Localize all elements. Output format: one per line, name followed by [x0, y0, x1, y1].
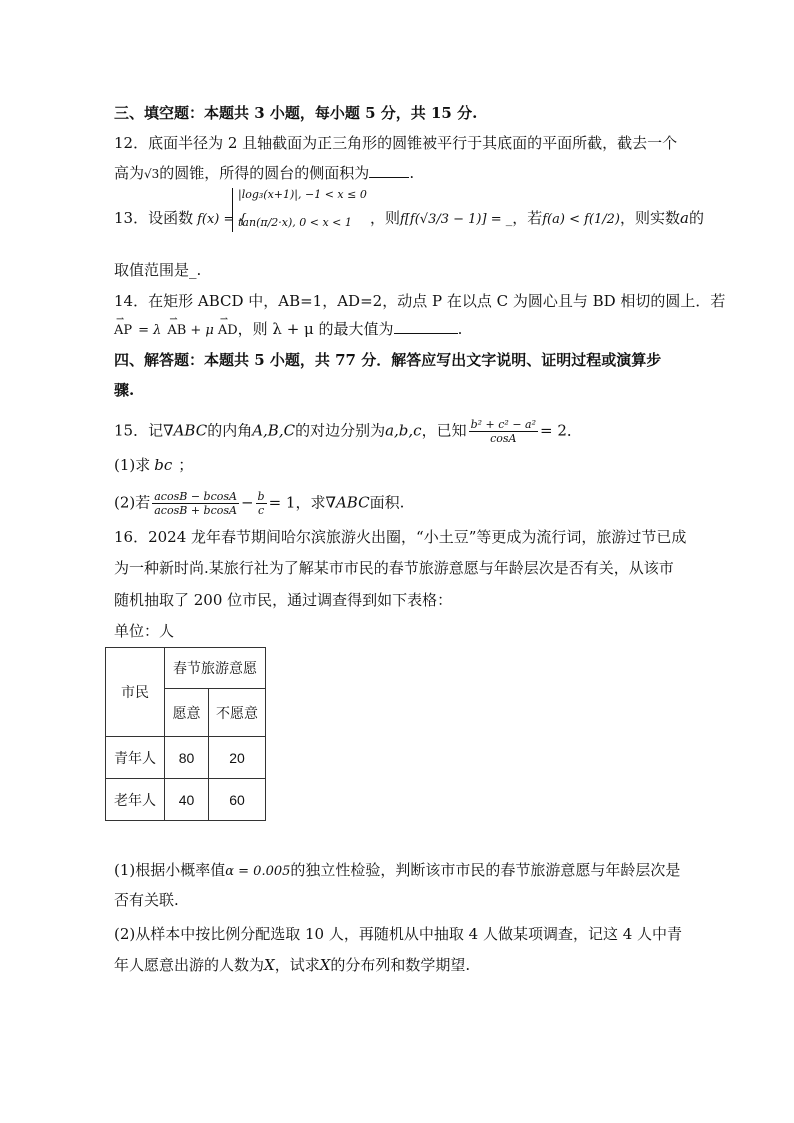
q15-p2-bden: c [257, 504, 265, 517]
q16-p2-b: ，试求 [274, 956, 320, 974]
q12-line-2 [114, 163, 414, 184]
q13-num: 13．设函数 [114, 209, 194, 227]
q13-line-2: 取值范围是_. [114, 261, 202, 279]
q15-p2-minus: − [240, 493, 254, 512]
q15-p2-end: 面积. [369, 493, 405, 512]
q13-brace [232, 188, 233, 232]
q15-p1-c: ； [178, 456, 194, 474]
q15-p2-den: acosB + bcosA [154, 504, 237, 517]
q15-p2-eq: = 1，求 [268, 493, 326, 512]
section-4-title-cont: 骤. [114, 381, 135, 399]
q13-mid: ，则 [370, 209, 401, 227]
q15-stem-a: 15．记 [114, 421, 164, 440]
q13-a: a [680, 209, 689, 227]
q14-line-2 [114, 319, 462, 341]
q15-stem [114, 418, 582, 445]
q16-p2-a: 年人愿意出游的人数为 [114, 956, 265, 974]
survey-table [105, 647, 266, 821]
section-3-title: 三、填空题：本题共 3 小题，每小题 5 分，共 15 分. [114, 104, 478, 122]
q16-p2-x-2: X [319, 956, 331, 974]
q12-text-b: 的圆锥，所得的圆台的侧面积为 [159, 164, 370, 182]
q16-part-2-line-2 [114, 955, 470, 975]
q15-stem-e: = 2． [540, 421, 582, 440]
q15-p2-bnum: b [257, 490, 265, 503]
q13-mid-2: ，若 [512, 209, 543, 227]
q12-line-1: 12．底面半径为 2 且轴截面为正三角形的圆锥被平行于其底面的平面所截，截去一个 [114, 134, 678, 152]
table-col-willing: 愿意 [165, 689, 209, 737]
q16-line-2: 为一种新时尚.某旅行社为了解某市市民的春节旅游意愿与年龄层次是否有关，从该市 [114, 559, 674, 577]
q14-plus: + μ [190, 323, 214, 338]
q13-line-1 [114, 208, 247, 230]
q12-sqrt3: √3 [144, 167, 160, 181]
q14-end: . [457, 320, 463, 338]
q16-p1-a: (1)根据小概率值 [114, 861, 226, 879]
q12-answer-blank[interactable] [369, 163, 409, 178]
q15-stem-c: 的对边分别为 [295, 421, 386, 440]
q15-p1-bc: bc [154, 456, 173, 474]
q13-case-2: tan(π/2·x), 0 < x < 1 [238, 216, 352, 229]
q16-line-3: 随机抽取了 200 位市民，通过调查得到如下表格： [114, 591, 453, 609]
q13-tail-2: 的 [688, 209, 704, 227]
q12-text-a: 高为 [114, 164, 145, 182]
q13-case-1: |log₃(x+1)|, −1 < x ≤ 0 [238, 188, 367, 201]
q15-fraction [469, 418, 538, 445]
table-cell: 60 [209, 779, 266, 821]
q13-expr-2: f(a) < f(1/2) [542, 212, 620, 227]
q16-part-1-cont: 否有关联. [114, 891, 179, 909]
table-cell: 20 [209, 737, 266, 779]
q16-p1-b: 的独立性检验，判断该市市民的春节旅游意愿与年龄层次是 [290, 861, 681, 879]
q15-p2-a: (2)若 [114, 493, 151, 512]
q15-frac-den: cosA [490, 432, 517, 445]
q15-angles: A,B,C [252, 421, 296, 440]
q15-part-1 [114, 455, 193, 475]
q13-tail: ，则实数 [619, 209, 680, 227]
q15-stem-d: ，已知 [421, 421, 467, 440]
table-row [106, 779, 266, 821]
vector-ad: ⇀ AD [218, 321, 238, 341]
q15-part-2 [114, 490, 404, 517]
table-corner-cell: 市民 [106, 648, 165, 737]
q14-eq: = λ [138, 323, 162, 338]
q14-tail: ，则 λ + μ 的最大值为 [237, 320, 394, 338]
q15-stem-b: 的内角 [207, 421, 253, 440]
q13-fx: f(x) = { [197, 212, 247, 227]
q15-sides: a,b,c [385, 421, 422, 440]
q14-answer-blank[interactable] [394, 319, 458, 334]
q16-p1-alpha: α = 0.005 [225, 864, 291, 879]
q15-triangle: ∇ABC [163, 421, 208, 440]
q14-line-1: 14．在矩形 ABCD 中，AB=1，AD=2，动点 P 在以点 C 为圆心且与 BD 相切的圆上．若 [114, 292, 726, 310]
q16-part-1 [114, 860, 680, 882]
vector-ab: ⇀ AB [167, 321, 186, 341]
q16-part-2-line-1: (2)从样本中按比例分配选取 10 人，再随机从中抽取 4 人做某项调查，记这 4 人中青 [114, 925, 683, 943]
table-cell: 40 [165, 779, 209, 821]
q15-p2-bc-fraction [256, 490, 267, 517]
table-group-header: 春节旅游意愿 [165, 648, 266, 689]
q13-expr-1: f[f(√3/3 − 1)] = _ [400, 212, 513, 227]
table-row [106, 737, 266, 779]
q15-frac-num: b² + c² − a² [470, 418, 537, 431]
q16-p2-c: 的分布列和数学期望. [330, 956, 471, 974]
q15-p2-triangle: ∇ABC [325, 493, 370, 512]
table-row-label: 老年人 [106, 779, 165, 821]
q16-unit: 单位：人 [114, 622, 175, 640]
q15-p2-fraction [152, 490, 239, 517]
table-col-unwilling: 不愿意 [209, 689, 266, 737]
q15-p1-a: (1)求 [114, 456, 151, 474]
q13-piecewise [238, 188, 367, 230]
q13-line-1-right [370, 208, 704, 230]
q12-end: . [409, 164, 415, 182]
table-cell: 80 [165, 737, 209, 779]
q16-line-1: 16．2024 龙年春节期间哈尔滨旅游火出圈，“小土豆”等更成为流行词，旅游过节已成 [114, 528, 687, 546]
q16-p2-x: X [264, 956, 275, 974]
q15-p2-num: acosB − bcosA [154, 490, 237, 503]
section-4-title: 四、解答题：本题共 5 小题，共 77 分．解答应写出文字说明、证明过程或演算步 [114, 351, 662, 369]
vector-ap: ⇀ AP [114, 321, 132, 341]
table-row-label: 青年人 [106, 737, 165, 779]
